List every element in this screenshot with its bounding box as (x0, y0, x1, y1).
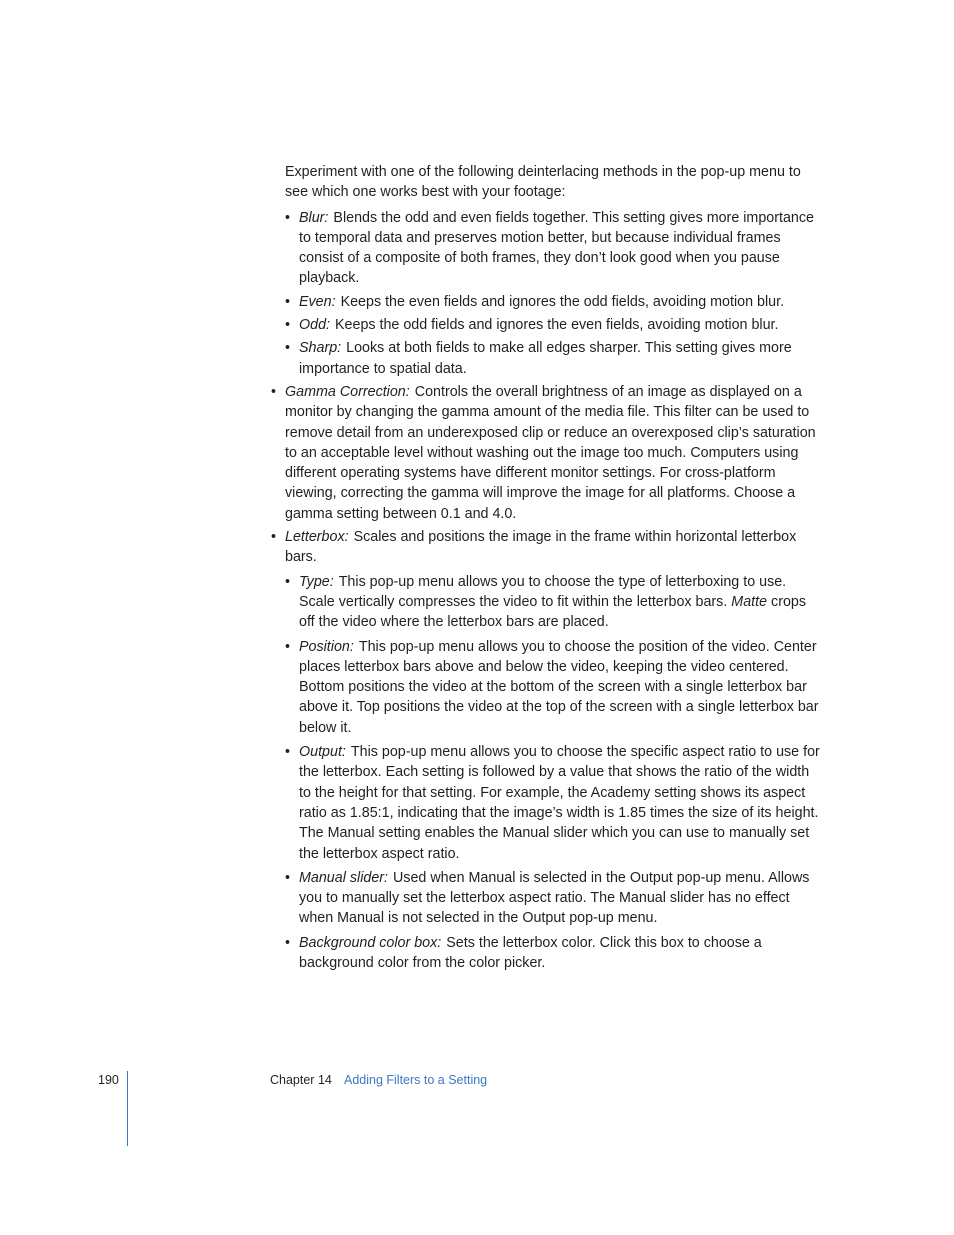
description: Used when Manual is selected in the Output pop-up menu. Allows you to manually set the letterbox aspect ratio. The Manual slider has no effect when Manual is not selected in the Output pop-up menu. (299, 869, 810, 927)
term: Type: (299, 573, 334, 590)
list-item-position (285, 637, 825, 738)
page-number: 190 (98, 1073, 119, 1087)
bullet: • (285, 573, 291, 590)
emphasis: Matte (731, 593, 768, 610)
list-item-sharp (285, 338, 825, 379)
bullet: • (285, 638, 291, 655)
intro-paragraph: Experiment with one of the following deinterlacing methods in the pop-up menu to see which one works best with your footage: (285, 164, 801, 201)
description: Blends the odd and even fields together. This setting gives more importance to temporal data and preserves motion better, but because individual frames consist of a composite of both frames, they don’t look good when you pause playback. (299, 209, 814, 287)
description: Sets the letterbox color. Click this box to choose a background color from the color picker. (299, 934, 762, 971)
description-continued: crops off the video where the letterbox bars are placed. (299, 593, 807, 631)
list-item-letterbox (271, 527, 825, 568)
bullet: • (285, 340, 291, 357)
description: Keeps the odd fields and ignores the even fields, avoiding motion blur. (335, 317, 779, 334)
description: Looks at both fields to make all edges sharper. This setting gives more importance to spatial data. (299, 340, 792, 377)
term: Letterbox: (285, 529, 349, 546)
bullet: • (285, 869, 291, 886)
list-item-even (285, 292, 825, 312)
term: Blur: (299, 209, 329, 226)
list-item-background-color-box (285, 933, 825, 974)
footer-divider (127, 1071, 128, 1146)
list-item-manual-slider (285, 868, 825, 929)
bullet: • (285, 293, 291, 310)
description: This pop-up menu allows you to choose the position of the video. Center places letterbox bars above and below the video, keeping the video centered. Bottom positions the video at the bottom of the screen with a single letterbox bar above it. Top positions the video at the top of the screen with a single letterbox bar below it. (299, 638, 819, 736)
bullet: • (285, 209, 291, 226)
list-item-output (285, 742, 825, 864)
description: Controls the overall brightness of an image as displayed on a monitor by changing the gamma amount of the media file. This filter can be used to remove detail from an underexposed clip or reduce an overexposed clip’s saturation to an acceptable level without washing out the image too much. Computers using different operating systems have different monitor settings. For cross-platform viewing, correcting the gamma will improve the image for all platforms. Choose a gamma setting between 0.1 and 4.0. (285, 383, 816, 522)
term: Output: (299, 744, 346, 761)
term: Manual slider: (299, 869, 388, 886)
description: Scales and positions the image in the frame within horizontal letterbox bars. (285, 529, 797, 566)
chapter-title: Adding Filters to a Setting (344, 1073, 488, 1087)
term: Even: (299, 293, 336, 310)
bullet: • (285, 744, 291, 761)
bullet: • (285, 317, 291, 334)
bullet: • (271, 383, 277, 400)
chapter-label: Chapter 14 (270, 1073, 332, 1087)
term: Gamma Correction: (285, 383, 410, 400)
description: This pop-up menu allows you to choose the type of letterboxing to use. Scale vertically compresses the video to fit within the letterbox bars. (299, 573, 787, 610)
bullet: • (285, 934, 291, 951)
list-item-blur (285, 208, 825, 289)
bullet: • (271, 529, 277, 546)
list-item-gamma-correction (271, 382, 825, 524)
term: Background color box: (299, 934, 442, 951)
body-text (271, 162, 825, 977)
description: Keeps the even fields and ignores the odd fields, avoiding motion blur. (340, 293, 785, 310)
description: This pop-up menu allows you to choose the specific aspect ratio to use for the letterbox. Each setting is followed by a value that shows the ratio of the width to the height for that setting. For example, the Academy setting shows its aspect ratio as 1.85:1, indicating that the image’s width is 1.85 times the size of its height. The Manual setting enables the Manual slider which you can use to manually set the letterbox aspect ratio. (299, 744, 820, 862)
list-item-odd (285, 315, 825, 335)
term: Position: (299, 638, 354, 655)
list-item-type (285, 572, 825, 633)
term: Sharp: (299, 340, 342, 357)
term: Odd: (299, 317, 330, 334)
